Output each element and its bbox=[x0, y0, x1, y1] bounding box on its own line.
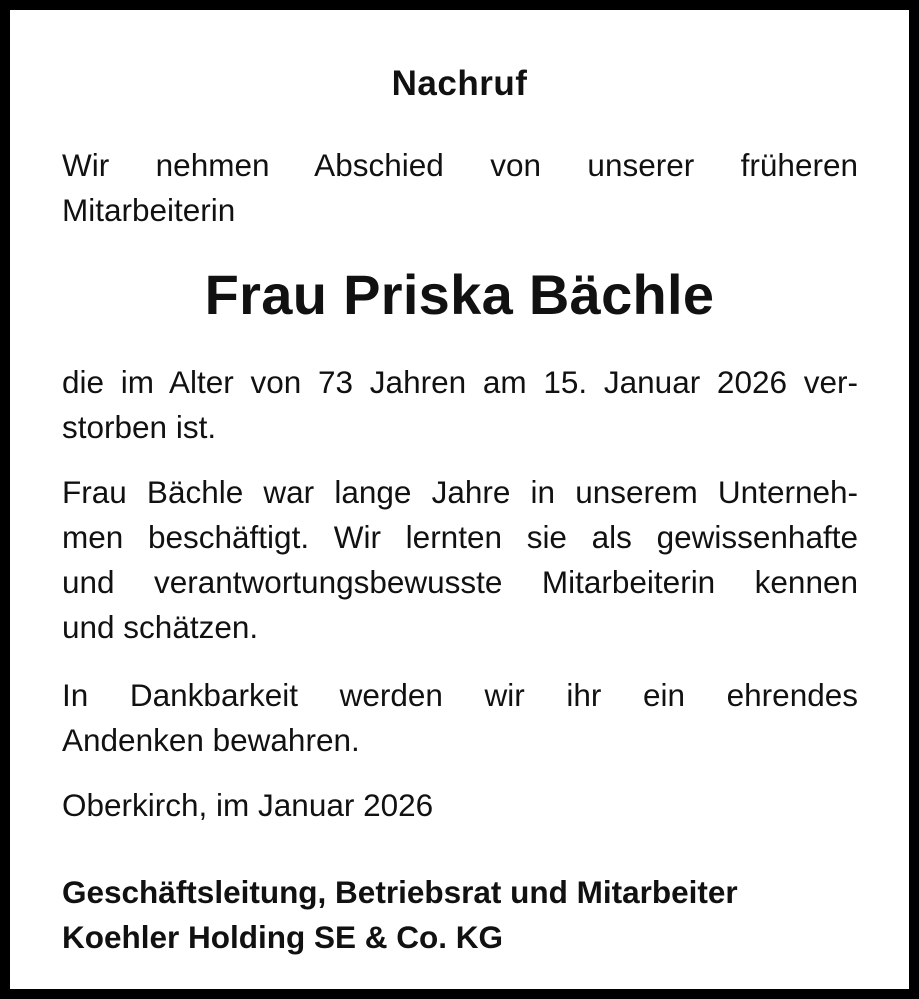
tribute-paragraph bbox=[62, 470, 858, 650]
intro-paragraph bbox=[62, 143, 858, 233]
deceased-name: Frau Priska Bächle bbox=[204, 263, 715, 326]
intro-line-2: Mitarbeiterin bbox=[62, 192, 236, 228]
tribute-line-1: Frau Bächle war lange Jahre in unserem Unterneh- bbox=[62, 474, 858, 510]
death-statement-line-2: storben ist. bbox=[62, 409, 217, 445]
tribute-line-4: und schätzen. bbox=[62, 609, 259, 645]
place-date-text: Oberkirch, im Januar 2026 bbox=[62, 787, 434, 823]
signature-line-2: Koehler Holding SE & Co. KG bbox=[62, 919, 504, 955]
signature-line-1: Geschäftsleitung, Betriebsrat und Mitarbeiter bbox=[62, 874, 738, 910]
death-statement-line-1: die im Alter von 73 Jahren am 15. Januar 2026 ver- bbox=[62, 364, 858, 400]
notice-heading: Nachruf bbox=[391, 64, 528, 103]
place-date bbox=[62, 783, 858, 828]
closing-line-1: In Dankbarkeit werden wir ihr ein ehrendes bbox=[62, 677, 858, 713]
tribute-line-2: men beschäftigt. Wir lernten sie als gewissenhafte bbox=[62, 519, 858, 555]
tribute-line-3: und verantwortungsbewusste Mitarbeiterin kennen bbox=[62, 564, 858, 600]
closing-paragraph bbox=[62, 673, 858, 763]
signature-block bbox=[62, 870, 882, 960]
death-statement-paragraph bbox=[62, 360, 858, 450]
intro-line-1: Wir nehmen Abschied von unserer früheren bbox=[62, 147, 858, 183]
closing-line-2: Andenken bewahren. bbox=[62, 722, 360, 758]
